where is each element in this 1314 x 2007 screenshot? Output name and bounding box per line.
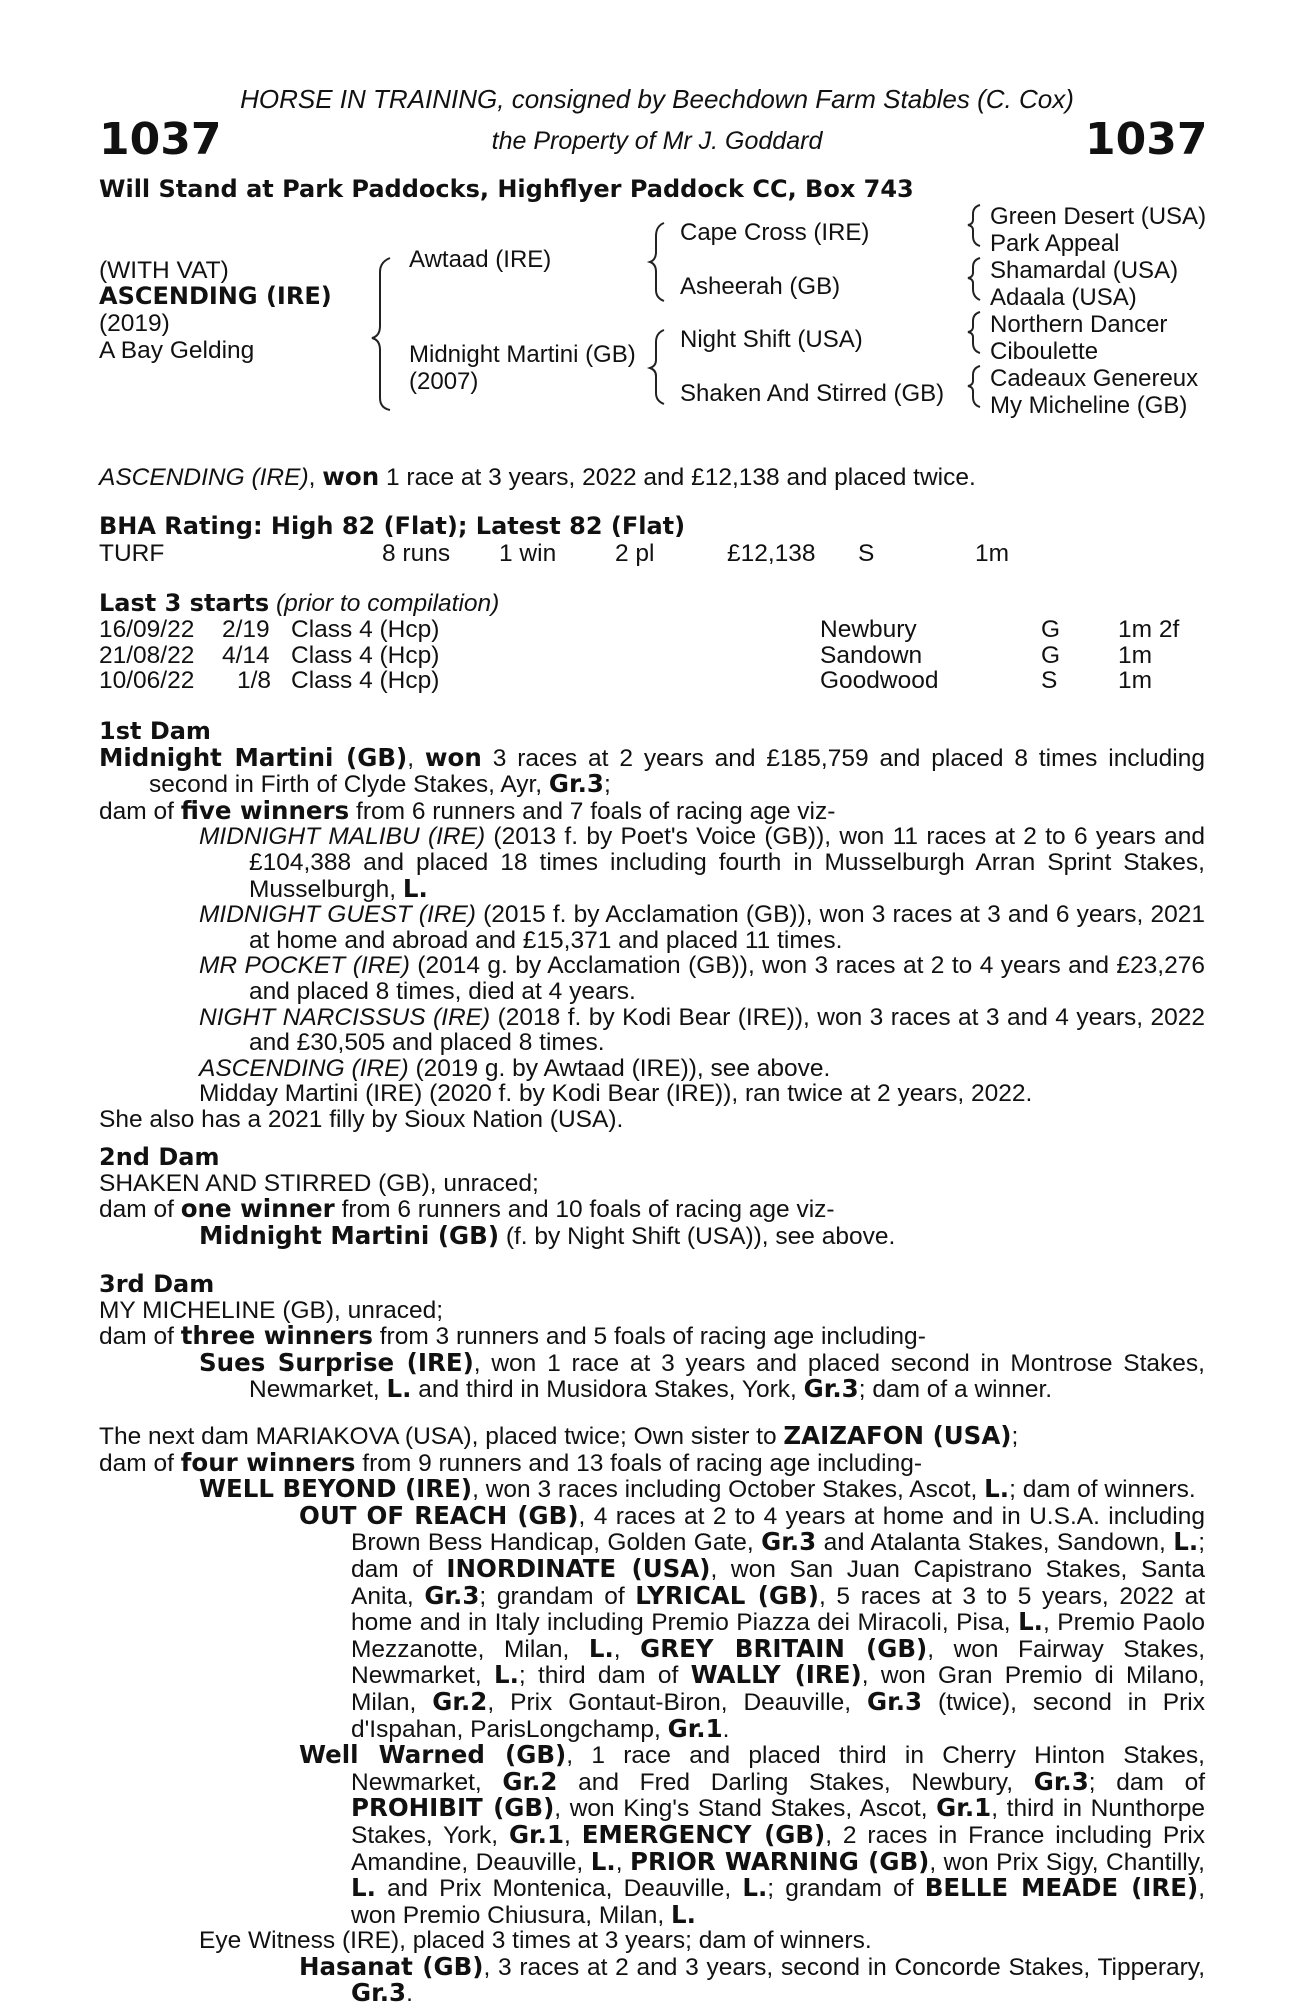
produce-well-warned: Well Warned (GB), 1 race and placed third in Cherry Hinton Stakes, Newmarket, Gr.2 and Fred Darling Stakes, Newbury, Gr.3; dam of PROHIBIT (GB), won King's Stand Stakes, Ascot, Gr.1, third in Nunthorpe Stakes, York, Gr.1, EMERGENCY (GB), 2 races in France including Prix Amandine, Deauville, L., PRIOR WARNING (GB), won Prix Sigy, Chantilly, L. and Prix Montenica, Deauville, L.; grandam of BELLE MEADE (IRE), won Premio Chiusura, Milan, L. <box>299 1740 1206 1929</box>
last-starts-heading: Last 3 starts (prior to compilation) <box>99 589 500 617</box>
start-distance: 1m <box>1118 667 1153 694</box>
second-dam-record: SHAKEN AND STIRRED (GB), unraced; <box>99 1169 539 1197</box>
rating-distance: 1m <box>975 540 1010 567</box>
pedigree-g3-5: Northern Dancer <box>990 311 1168 338</box>
pedigree-dam-year: (2007) <box>409 368 479 395</box>
rating-prize: £12,138 <box>727 540 816 567</box>
start-race: Class 4 (Hcp) <box>291 642 440 669</box>
consignor-line: HORSE IN TRAINING, consigned by Beechdown Farm Stables (C. Cox) <box>240 84 1074 114</box>
rating-surface: TURF <box>99 540 165 567</box>
produce-hasanat: Hasanat (GB), 3 races at 2 and 3 years, second in Concorde Stakes, Tipperary, Gr.3. <box>299 1951 1206 2007</box>
pedigree-g3-2: Park Appeal <box>990 230 1120 257</box>
next-dam-produce-summary: dam of four winners from 9 runners and 13 foals of racing age including- <box>99 1447 923 1477</box>
pedigree-g3-7: Cadeaux Genereux <box>990 365 1199 392</box>
property-line: the Property of Mr J. Goddard <box>491 127 823 155</box>
third-dam-produce-summary: dam of three winners from 3 runners and 5 foals of racing age including- <box>99 1321 926 1351</box>
start-position: 2/19 <box>222 616 270 643</box>
second-dam-produce-summary: dam of one winner from 6 runners and 10 foals of racing age viz- <box>99 1194 835 1224</box>
rating-runs: 8 runs <box>382 540 451 567</box>
pedigree-dam-dam: Shaken And Stirred (GB) <box>680 380 945 407</box>
horse-year: (2019) <box>99 310 170 337</box>
second-dam-section <box>99 1145 1205 1249</box>
pedigree-g3-4: Adaala (USA) <box>990 284 1137 311</box>
start-date: 10/06/22 <box>99 667 195 694</box>
third-dam-section <box>99 1272 1205 1403</box>
location-line: Will Stand at Park Paddocks, Highflyer Paddock CC, Box 743 <box>99 175 914 203</box>
first-dam-produce-summary: dam of five winners from 6 runners and 7 foals of racing age viz- <box>99 795 836 825</box>
start-course: Sandown <box>820 642 923 669</box>
start-going: G <box>1041 616 1061 643</box>
rating-placed: 2 pl <box>615 540 655 567</box>
produce-midnight-malibu: MIDNIGHT MALIBU (IRE) (2013 f. by Poet's Voice (GB)), won 11 races at 2 to 6 years and £104,388 and placed 18 times including fourth in Musselburgh Arran Sprint Stakes, Musselburgh, L. <box>199 823 1205 903</box>
next-dam-section <box>99 1423 1205 2007</box>
produce-midnight-guest: MIDNIGHT GUEST (IRE) (2015 f. by Acclamation (GB)), won 3 races at 3 and 6 years, 2021 at home and abroad and £15,371 and placed 11 times. <box>199 901 1205 954</box>
lot-number-left: 1037 <box>99 114 222 165</box>
start-position: 1/8 <box>237 667 272 694</box>
produce-sues-surprise: Sues Surprise (IRE), won 1 race at 3 years and placed second in Montrose Stakes, Newmarket, L. and third in Musidora Stakes, York, Gr.3; dam of a winner. <box>199 1347 1205 1404</box>
pedigree-g3-8: My Micheline (GB) <box>990 392 1188 419</box>
pedigree-dam: Midnight Martini (GB) <box>409 341 636 368</box>
first-dam-also: She also has a 2021 filly by Sioux Nation (USA). <box>99 1105 624 1133</box>
pedigree-g3-3: Shamardal (USA) <box>990 257 1179 284</box>
pedigree-dam-sire: Night Shift (USA) <box>680 326 863 353</box>
start-course: Newbury <box>820 616 917 643</box>
horse-description: A Bay Gelding <box>99 337 255 364</box>
first-dam-record: Midnight Martini (GB), won 3 races at 2 years and £185,759 and placed 8 times including second in Firth of Clyde Stakes, Ayr, Gr.3; <box>99 742 1205 799</box>
first-dam-heading: 1st Dam <box>99 717 211 745</box>
first-dam-section <box>99 719 1205 1133</box>
produce-well-beyond: WELL BEYOND (IRE), won 3 races including October Stakes, Ascot, L.; dam of winners. <box>199 1474 1196 1504</box>
third-dam-heading: 3rd Dam <box>99 1270 215 1298</box>
produce-ascending: ASCENDING (IRE) (2019 g. by Awtaad (IRE)), see above. <box>199 1054 831 1082</box>
bha-rating: BHA Rating: High 82 (Flat); Latest 82 (Flat) <box>99 512 686 540</box>
start-date: 21/08/22 <box>99 642 195 669</box>
pedigree-sire: Awtaad (IRE) <box>409 246 552 273</box>
pedigree-g3-1: Green Desert (USA) <box>990 203 1207 230</box>
start-position: 4/14 <box>222 642 270 669</box>
rating-going: S <box>858 540 875 567</box>
horse-name: ASCENDING (IRE) <box>99 282 332 310</box>
start-race: Class 4 (Hcp) <box>291 667 440 694</box>
pedigree-g3-6: Ciboulette <box>990 338 1099 365</box>
produce-mr-pocket: MR POCKET (IRE) (2014 g. by Acclamation (GB)), won 3 races at 2 to 4 years and £23,276 and placed 8 times, died at 4 years. <box>199 952 1205 1005</box>
produce-midday-martini: Midday Martini (IRE) (2020 f. by Kodi Bear (IRE)), ran twice at 2 years, 2022. <box>199 1080 1033 1108</box>
start-going: G <box>1041 642 1061 669</box>
produce-night-narcissus: NIGHT NARCISSUS (IRE) (2018 f. by Kodi Bear (IRE)), won 3 races at 3 and 4 years, 2022 and £30,505 and placed 8 times. <box>199 1003 1205 1057</box>
rating-wins: 1 win <box>499 540 557 567</box>
produce-midnight-martini: Midnight Martini (GB) (f. by Night Shift (USA)), see above. <box>199 1220 896 1250</box>
start-race: Class 4 (Hcp) <box>291 616 440 643</box>
race-summary: ASCENDING (IRE), won 1 race at 3 years, 2022 and £12,138 and placed twice. <box>99 462 976 491</box>
start-distance: 1m 2f <box>1118 616 1180 643</box>
third-dam-record: MY MICHELINE (GB), unraced; <box>99 1296 444 1324</box>
lot-number-right: 1037 <box>1085 114 1208 165</box>
start-date: 16/09/22 <box>99 616 195 643</box>
vat-label: (WITH VAT) <box>99 257 229 284</box>
start-distance: 1m <box>1118 642 1153 669</box>
start-course: Goodwood <box>820 667 939 694</box>
produce-out-of-reach: OUT OF REACH (GB), 4 races at 2 to 4 years at home and in U.S.A. including Brown Bess Handicap, Golden Gate, Gr.3 and Atalanta Stakes, Sandown, L.; dam of INORDINATE (USA), won San Juan Capistrano Stakes, Santa Anita, Gr.3; grandam of LYRICAL (GB), 5 races at 3 to 5 years, 2022 at home and in Italy including Premio Piazza dei Miracoli, Pisa, L., Premio Paolo Mezzanotte, Milan, L., GREY BRITAIN (GB), won Fairway Stakes, Newmarket, L.; third dam of WALLY (IRE), won Gran Premio di Milano, Milan, Gr.2, Prix Gontaut-Biron, Deauville, Gr.3 (twice), second in Prix d'Ispahan, ParisLongchamp, Gr.1. <box>299 1500 1205 1743</box>
start-going: S <box>1041 667 1058 694</box>
produce-eye-witness: Eye Witness (IRE), placed 3 times at 3 years; dam of winners. <box>199 1927 872 1955</box>
second-dam-heading: 2nd Dam <box>99 1143 220 1171</box>
next-dam-record: The next dam MARIAKOVA (USA), placed twice; Own sister to ZAIZAFON (USA); <box>99 1421 1019 1450</box>
pedigree-sire-sire: Cape Cross (IRE) <box>680 219 870 246</box>
pedigree-sire-dam: Asheerah (GB) <box>680 273 841 300</box>
